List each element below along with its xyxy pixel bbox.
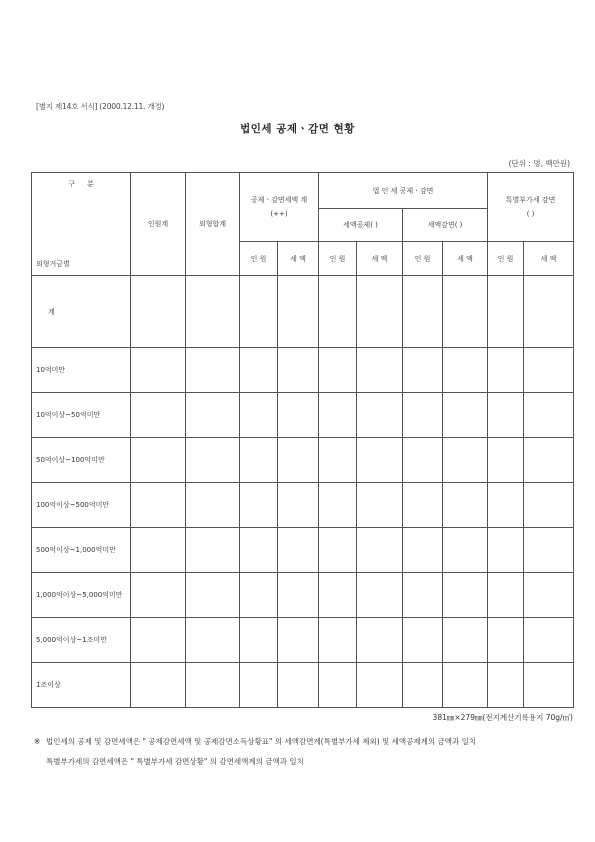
table-cell (357, 663, 403, 708)
note-mark: ※ (34, 737, 41, 746)
table-cell (524, 438, 574, 483)
table-cell (403, 348, 443, 393)
leaf-header: 인 원 (488, 242, 524, 276)
table-cell (319, 663, 357, 708)
table-cell (403, 663, 443, 708)
table-row (32, 663, 574, 708)
row-label: 1조이상 (32, 663, 131, 708)
table-cell (319, 276, 357, 348)
table-cell (319, 393, 357, 438)
leaf-header: 인 원 (403, 242, 443, 276)
table-cell (488, 528, 524, 573)
table-cell (278, 276, 319, 348)
table-cell (240, 438, 278, 483)
table-cell (240, 663, 278, 708)
table-cell (186, 393, 240, 438)
table-cell (403, 528, 443, 573)
footnotes (34, 732, 476, 772)
table-row (32, 348, 574, 393)
table-cell (488, 393, 524, 438)
footnote-1 (34, 732, 476, 752)
table-cell (186, 573, 240, 618)
table-row (32, 483, 574, 528)
table-row (32, 438, 574, 483)
table-cell (357, 618, 403, 663)
row-label: 5,000억이상~1조미만 (32, 618, 131, 663)
table-cell (131, 393, 186, 438)
table-cell (357, 276, 403, 348)
table-cell (488, 276, 524, 348)
leaf-header: 인 원 (319, 242, 357, 276)
table-cell (443, 663, 488, 708)
table-cell (524, 276, 574, 348)
header-group-total: 공제ㆍ감면세액 계 (++) (240, 173, 319, 242)
table-cell (240, 618, 278, 663)
table-cell (278, 618, 319, 663)
table-cell (186, 663, 240, 708)
table-cell (319, 573, 357, 618)
table-cell (240, 528, 278, 573)
table-cell (319, 438, 357, 483)
table-cell (524, 618, 574, 663)
table-cell (131, 573, 186, 618)
table-cell (443, 573, 488, 618)
table-cell (357, 483, 403, 528)
row-label: 10억이상~50억미만 (32, 393, 131, 438)
table-cell (131, 348, 186, 393)
footnote-text-1: 법인세의 공제 및 감면세액은 " 공제감면세액 및 공제감면소득상황표" 의 세액감면계(특별부가세 제외) 및 세액공제계의 금액과 일치 (46, 737, 477, 746)
table-cell (240, 573, 278, 618)
table-cell (278, 663, 319, 708)
table-cell (488, 618, 524, 663)
table-cell (403, 276, 443, 348)
table-cell (443, 528, 488, 573)
table-cell (403, 573, 443, 618)
table-cell (443, 618, 488, 663)
table-cell (186, 483, 240, 528)
table-cell (488, 573, 524, 618)
table-cell (278, 528, 319, 573)
table-cell (186, 276, 240, 348)
leaf-header: 세 액 (357, 242, 403, 276)
form-identifier: [별지 제14호 서식] (2000.12.11. 개정) (36, 102, 165, 111)
table-cell (186, 438, 240, 483)
table-cell (131, 438, 186, 483)
table-cell (278, 483, 319, 528)
footnote-text-2: 특별부가세의 감면세액은 " 특별부가세 감면상황" 의 감면세액계의 금액과 일치 (46, 757, 304, 766)
row-label: 1,000억이상~5,000억미만 (32, 573, 131, 618)
row-label: 100억이상~500억미만 (32, 483, 131, 528)
table-cell (278, 393, 319, 438)
table-cell (131, 276, 186, 348)
table-cell (240, 348, 278, 393)
header-tax-credit: 세액공제( ) (319, 209, 403, 242)
page-title: 법인세 공제ㆍ감면 현황 (240, 123, 355, 135)
table-cell (240, 276, 278, 348)
table-cell (278, 573, 319, 618)
table-cell (240, 483, 278, 528)
leaf-header: 세 액 (278, 242, 319, 276)
table-cell (443, 483, 488, 528)
table-row (32, 573, 574, 618)
header-category-label: 구 분 (68, 180, 94, 188)
table-cell (443, 438, 488, 483)
table-cell (403, 393, 443, 438)
table-row (32, 393, 574, 438)
table-cell (357, 573, 403, 618)
table-cell (357, 528, 403, 573)
row-label: 50억이상~100억미만 (32, 438, 131, 483)
unit-label: (단위 : 명, 백만원) (508, 159, 570, 168)
table-cell (443, 276, 488, 348)
table-cell (319, 348, 357, 393)
leaf-header: 세 액 (443, 242, 488, 276)
table-row (32, 528, 574, 573)
table-cell (278, 348, 319, 393)
table-cell (186, 618, 240, 663)
table-cell (403, 438, 443, 483)
deduction-table (31, 172, 574, 708)
header-size-label: 외형거금별 (36, 260, 70, 268)
table-cell (488, 438, 524, 483)
row-label: 계 (32, 276, 131, 348)
header-persons-total: 인원계 (131, 173, 186, 276)
table-cell (186, 348, 240, 393)
leaf-header: 인 원 (240, 242, 278, 276)
table-cell (524, 573, 574, 618)
table-cell (278, 438, 319, 483)
table-cell (240, 393, 278, 438)
paper-size-note: 381㎜×279㎜(전지계산기록용지 70g/㎡) (432, 713, 573, 722)
table-cell (488, 348, 524, 393)
table-cell (357, 393, 403, 438)
table-cell (524, 483, 574, 528)
table-cell (131, 663, 186, 708)
table-cell (131, 483, 186, 528)
table-cell (403, 618, 443, 663)
table-cell (131, 618, 186, 663)
table-cell (131, 528, 186, 573)
table-cell (443, 393, 488, 438)
table-cell (488, 663, 524, 708)
table-cell (186, 528, 240, 573)
table-cell (524, 528, 574, 573)
table-cell (357, 348, 403, 393)
leaf-header: 세 액 (524, 242, 574, 276)
table-cell (319, 528, 357, 573)
header-group-corp: 법 인 세 공제ㆍ감면 (319, 173, 488, 209)
header-amount-total: 외형합계 (186, 173, 240, 276)
table-cell (357, 438, 403, 483)
table-cell (524, 663, 574, 708)
table-cell (319, 618, 357, 663)
table-cell (488, 483, 524, 528)
table-cell (524, 393, 574, 438)
table-row (32, 276, 574, 348)
table-row (32, 618, 574, 663)
row-label: 500억이상~1,000억미만 (32, 528, 131, 573)
table-cell (403, 483, 443, 528)
table-cell (443, 348, 488, 393)
table-cell (524, 348, 574, 393)
table-cell (319, 483, 357, 528)
header-corner-cell (32, 173, 131, 276)
footnote-2 (34, 752, 476, 772)
header-tax-reduction: 세액감면( ) (403, 209, 488, 242)
row-label: 10억미만 (32, 348, 131, 393)
header-group-special: 특별부가세 감면 ( ) (488, 173, 574, 242)
